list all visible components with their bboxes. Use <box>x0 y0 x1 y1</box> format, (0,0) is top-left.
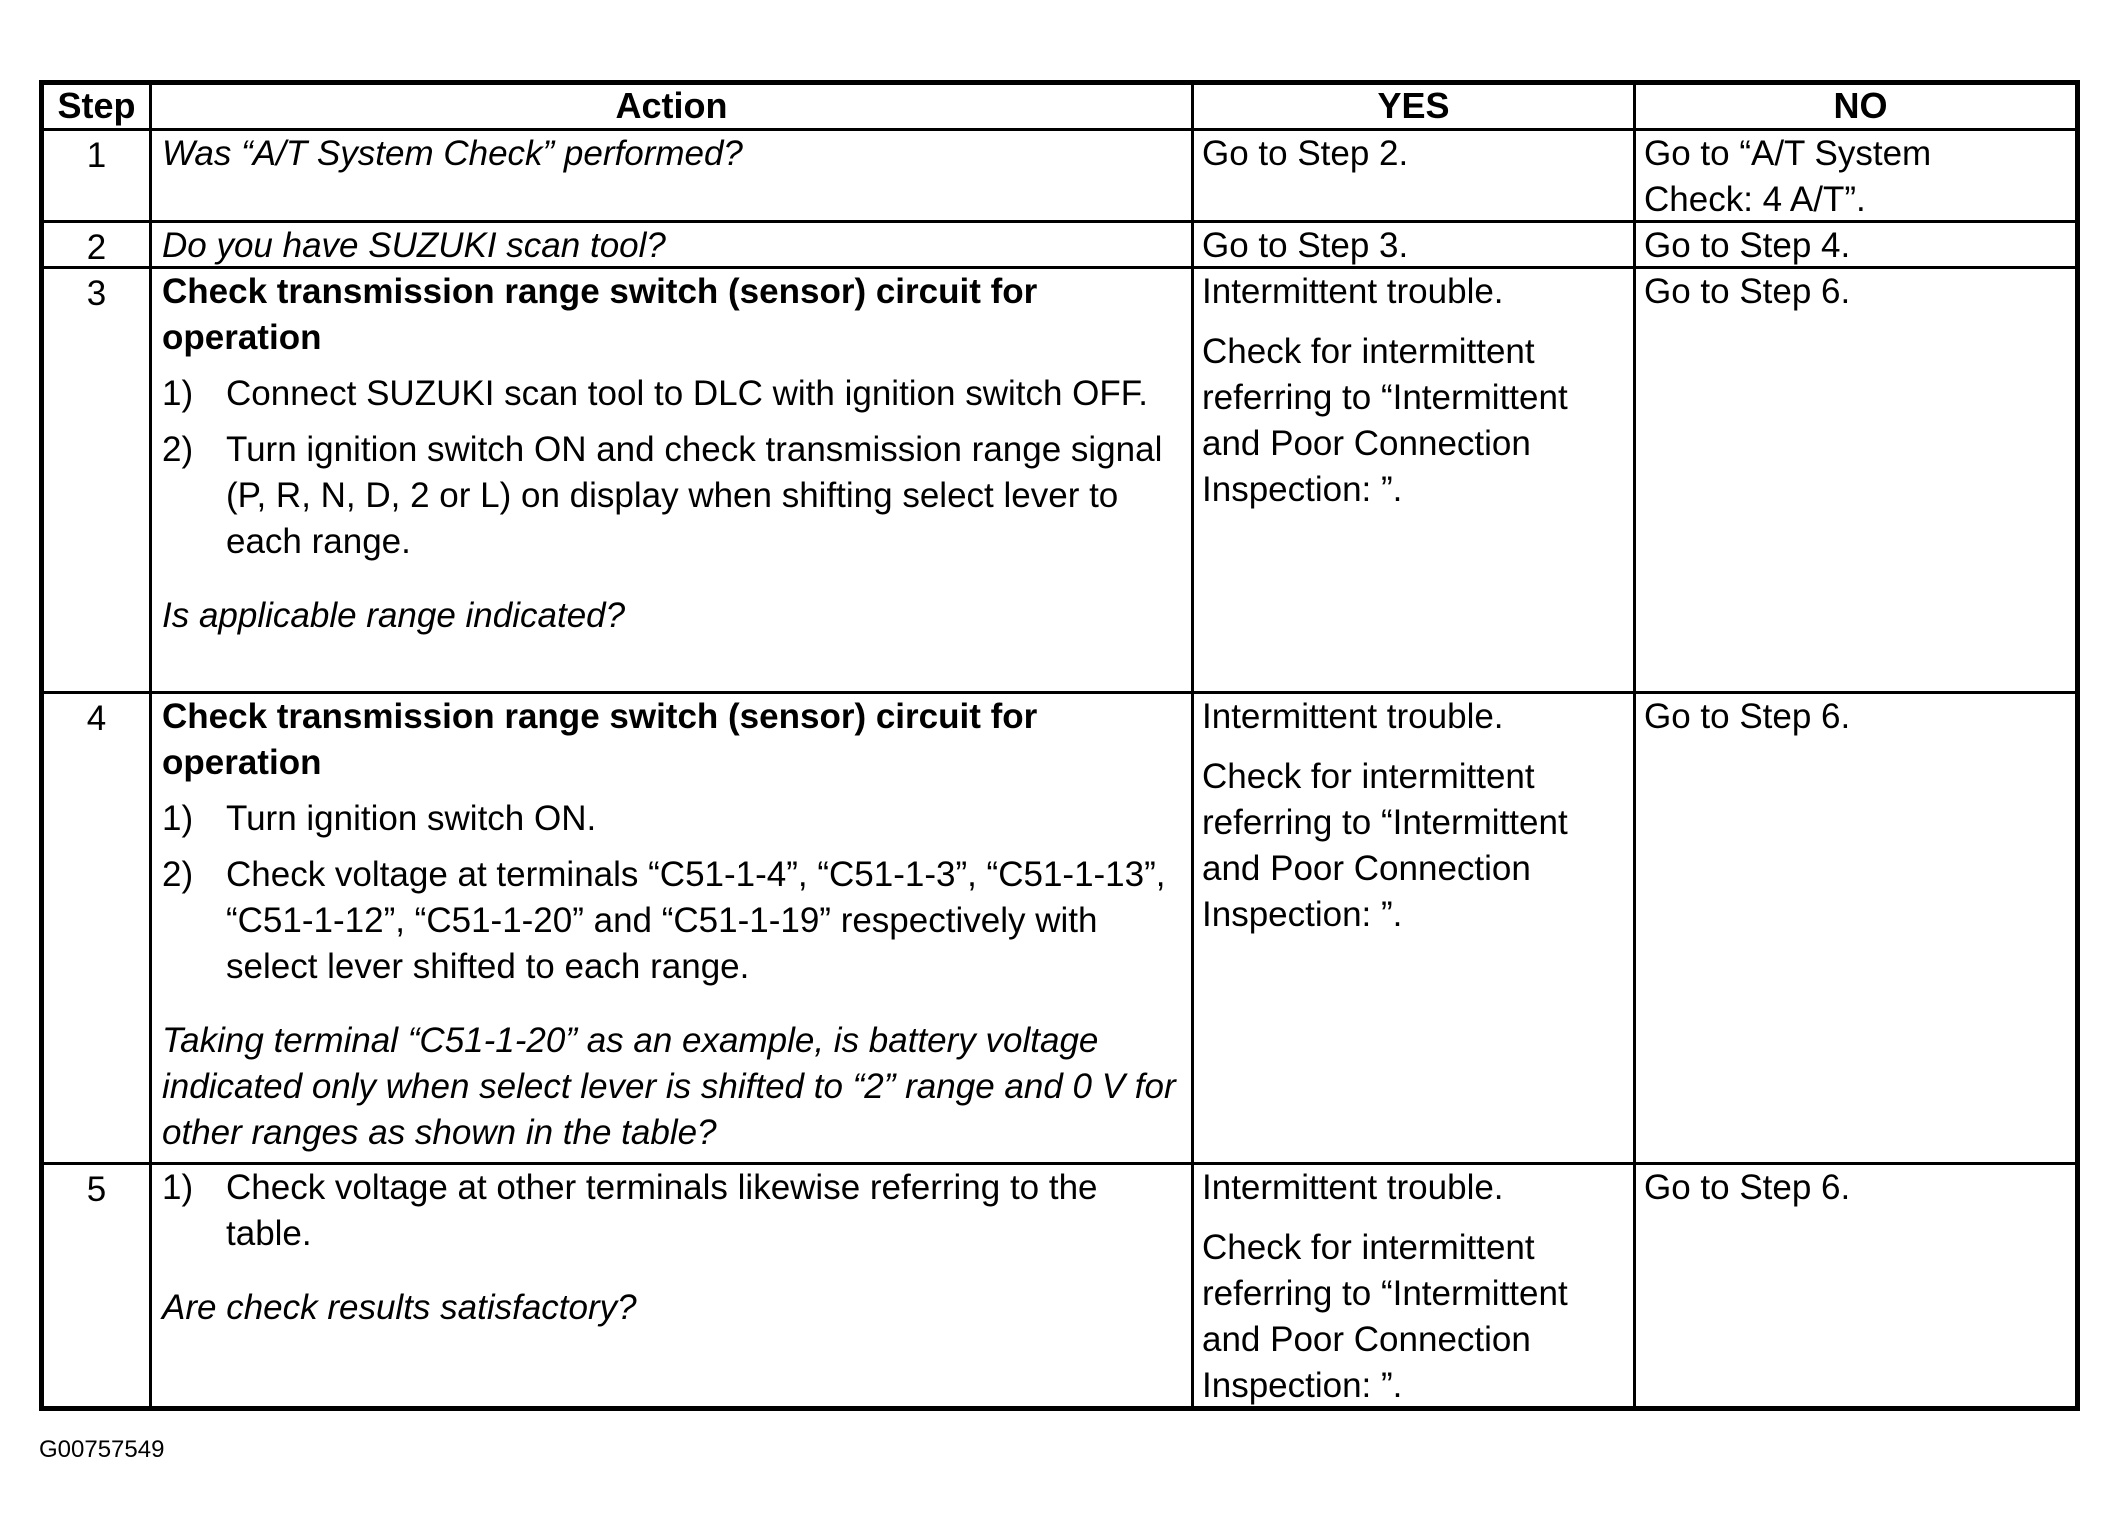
action-title: Check transmission range switch (sensor) circuit for operation <box>162 697 1038 782</box>
header-no: NO <box>1833 85 1888 126</box>
no-text: Go to Step 6. <box>1644 1168 1851 1207</box>
table-row <box>44 694 2075 1165</box>
list-number: 1) <box>162 799 194 838</box>
action-list-item <box>162 852 1185 990</box>
action-cell <box>152 1165 1194 1406</box>
diagnostic-table <box>39 80 2080 1411</box>
table-row <box>44 131 2075 223</box>
yes-text-line1: Intermittent trouble. <box>1202 1168 1504 1207</box>
yes-cell <box>1194 269 1636 691</box>
yes-text-line2: Check for intermittent referring to “Intermittent and Poor Connection Inspection: ”. <box>1202 757 1568 934</box>
no-cell <box>1636 1165 2085 1406</box>
yes-cell <box>1194 694 1636 1162</box>
no-cell <box>1636 269 2085 691</box>
no-text-line2: Check: 4 A/T”. <box>1644 180 1866 219</box>
header-action: Action <box>152 85 1194 128</box>
no-text: Go to Step 6. <box>1644 697 1851 736</box>
action-title: Check transmission range switch (sensor) circuit for operation <box>162 272 1038 357</box>
table-row <box>44 269 2075 694</box>
action-list-item <box>162 1165 1185 1257</box>
step-number: 5 <box>44 1165 152 1406</box>
no-cell <box>1636 223 2085 266</box>
table-header-row <box>44 85 2075 131</box>
no-text: Go to Step 6. <box>1644 272 1851 311</box>
no-cell <box>1636 694 2085 1162</box>
yes-text: Go to Step 3. <box>1202 226 1409 265</box>
action-cell <box>152 694 1194 1162</box>
yes-cell <box>1194 223 1636 266</box>
no-text-line1: Go to “A/T System <box>1644 134 1932 173</box>
action-cell <box>152 269 1194 691</box>
action-question: Taking terminal “C51-1-20” as an example, is battery voltage indicated only when select lever is shifted to “2” range and 0 V for other ranges as shown in the table? <box>162 1021 1176 1152</box>
list-number: 2) <box>162 855 194 894</box>
yes-text: Go to Step 2. <box>1202 134 1409 173</box>
figure-id: G00757549 <box>39 1436 165 1463</box>
table-row <box>44 1165 2075 1406</box>
action-question: Is applicable range indicated? <box>162 596 626 635</box>
step-number: 4 <box>44 694 152 1162</box>
yes-text-line1: Intermittent trouble. <box>1202 697 1504 736</box>
list-number: 1) <box>162 1168 194 1207</box>
list-number: 1) <box>162 374 194 413</box>
no-cell <box>1636 131 2085 220</box>
action-question: Was “A/T System Check” performed? <box>162 134 743 173</box>
action-list-item <box>162 796 1185 842</box>
step-number: 2 <box>44 223 152 266</box>
header-yes: YES <box>1194 85 1636 128</box>
header-step: Step <box>44 85 152 128</box>
yes-cell <box>1194 131 1636 220</box>
step-number: 1 <box>44 131 152 220</box>
list-text: Turn ignition switch ON and check transmission range signal (P, R, N, D, 2 or L) on display when shifting select lever to each range. <box>226 430 1163 561</box>
list-number: 2) <box>162 430 194 469</box>
list-text: Check voltage at terminals “C51-1-4”, “C51-1-3”, “C51-1-13”, “C51-1-12”, “C51-1-20” and “C51-1-19” respectively with select lever shifted to each range. <box>226 855 1166 986</box>
list-text: Check voltage at other terminals likewise referring to the table. <box>226 1168 1098 1253</box>
step-number: 3 <box>44 269 152 691</box>
action-list-item <box>162 371 1185 417</box>
table-row <box>44 223 2075 269</box>
list-text: Turn ignition switch ON. <box>226 799 597 838</box>
action-cell <box>152 223 1194 266</box>
yes-text-line2: Check for intermittent referring to “Intermittent and Poor Connection Inspection: ”. <box>1202 332 1568 509</box>
action-question: Are check results satisfactory? <box>162 1288 637 1327</box>
no-text: Go to Step 4. <box>1644 226 1851 265</box>
action-list-item <box>162 427 1185 565</box>
action-question: Do you have SUZUKI scan tool? <box>162 226 666 265</box>
list-text: Connect SUZUKI scan tool to DLC with ignition switch OFF. <box>226 374 1149 413</box>
yes-cell <box>1194 1165 1636 1406</box>
yes-text-line1: Intermittent trouble. <box>1202 272 1504 311</box>
yes-text-line2: Check for intermittent referring to “Intermittent and Poor Connection Inspection: ”. <box>1202 1228 1568 1405</box>
action-cell <box>152 131 1194 220</box>
